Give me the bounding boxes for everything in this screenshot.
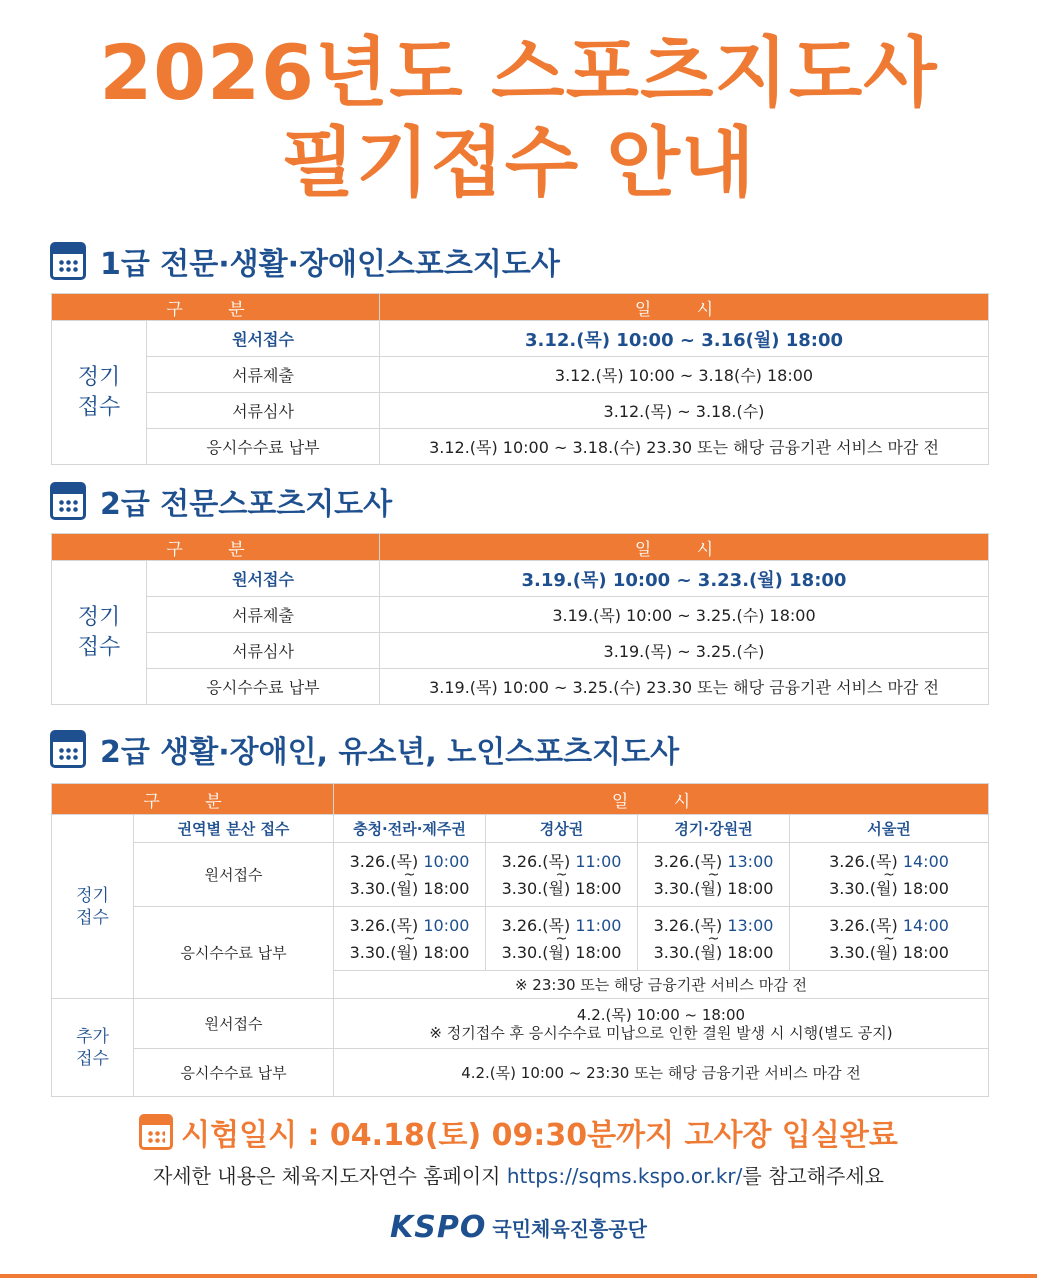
region-period: 3.26.(목) 13:00 ~ 3.30.(월) 18:00 [638, 907, 790, 971]
extra-period: 4.2.(목) 10:00 ~ 18:00 ※ 정기접수 후 응시수수료 미납으로 인한 결원 발생 시 시행(별도 공지) [334, 999, 989, 1049]
col-date-header: 일 시 [334, 784, 989, 815]
region-period: 3.26.(목) 11:00 ~ 3.30.(월) 18:00 [486, 907, 638, 971]
region-name: 경기·강원권 [638, 815, 790, 843]
calendar-icon [50, 482, 86, 520]
section-2-header [50, 479, 392, 523]
row-value: 3.12.(목) 10:00 ~ 3.18.(수) 23.30 또는 해당 금융기관 서비스 마감 전 [380, 429, 989, 465]
exam-date: 시험일시 : 04.18(토) 09:30분까지 고사장 입실완료 [181, 1118, 898, 1153]
title-line-2: 필기접수 안내 [281, 118, 756, 207]
row-value: 3.12.(목) 10:00 ~ 3.16(월) 18:00 [380, 321, 989, 357]
row-label: 원서접수 [147, 321, 380, 357]
logo-org-name: 국민체육진흥공단 [492, 1217, 647, 1241]
row-label: 서류제출 [147, 597, 380, 633]
row-value: 3.19.(목) ~ 3.25.(수) [380, 633, 989, 669]
section-1-header [50, 239, 560, 283]
title-line-1: 2026년도 스포츠지도사 [99, 28, 938, 117]
row-label: 응시수수료 납부 [147, 429, 380, 465]
group-label-extra: 추가 접수 [52, 999, 134, 1097]
group-label: 정기 접수 [52, 561, 147, 705]
row-value: 3.19.(목) 10:00 ~ 3.25.(수) 23.30 또는 해당 금융기관 서비스 마감 전 [380, 669, 989, 705]
row-label: 응시수수료 납부 [134, 1049, 334, 1097]
row-label: 서류제출 [147, 357, 380, 393]
row-label: 원서접수 [134, 843, 334, 907]
region-header: 권역별 분산 접수 [134, 815, 334, 843]
region-period: 3.26.(목) 10:00 ~ 3.30.(월) 18:00 [334, 843, 486, 907]
logo-brand: KSPO [390, 1210, 487, 1245]
footer-note: 자세한 내용은 체육지도자연수 홈페이지 https://sqms.kspo.or.kr/를 참고해주세요 [152, 1164, 884, 1188]
section-3-header [50, 727, 679, 771]
extra-period: 4.2.(목) 10:00 ~ 23:30 또는 해당 금융기관 서비스 마감 전 [334, 1049, 989, 1097]
calendar-icon [139, 1114, 173, 1150]
region-period: 3.26.(목) 11:00 ~ 3.30.(월) 18:00 [486, 843, 638, 907]
bottom-bar [0, 1274, 1037, 1278]
row-label: 원서접수 [134, 999, 334, 1049]
row-label: 응시수수료 납부 [134, 907, 334, 999]
section-3-title: 2급 생활·장애인, 유소년, 노인스포츠지도사 [100, 735, 680, 770]
region-period: 3.26.(목) 14:00 ~ 3.30.(월) 18:00 [790, 907, 989, 971]
calendar-icon [50, 730, 86, 768]
section-1-table [51, 293, 989, 465]
exam-info [0, 1110, 1037, 1154]
fee-note: ※ 23:30 또는 해당 금융기관 서비스 마감 전 [334, 971, 989, 999]
region-name: 서울권 [790, 815, 989, 843]
region-name: 경상권 [486, 815, 638, 843]
section-3-table [51, 783, 989, 1097]
row-value: 3.12.(목) 10:00 ~ 3.18(수) 18:00 [380, 357, 989, 393]
section-2-table [51, 533, 989, 705]
group-label-regular: 정기 접수 [52, 815, 134, 999]
region-name: 충청·전라·제주권 [334, 815, 486, 843]
row-label: 서류심사 [147, 393, 380, 429]
row-label: 원서접수 [147, 561, 380, 597]
row-value: 3.19.(목) 10:00 ~ 3.23.(월) 18:00 [380, 561, 989, 597]
col-division-header: 구 분 [52, 534, 380, 561]
col-division-header: 구 분 [52, 784, 334, 815]
col-date-header: 일 시 [380, 534, 989, 561]
col-date-header: 일 시 [380, 294, 989, 321]
row-value: 3.19.(목) 10:00 ~ 3.25.(수) 18:00 [380, 597, 989, 633]
homepage-link[interactable]: https://sqms.kspo.or.kr/ [506, 1164, 743, 1188]
section-2-title: 2급 전문스포츠지도사 [100, 487, 393, 522]
row-label: 응시수수료 납부 [147, 669, 380, 705]
region-period: 3.26.(목) 10:00 ~ 3.30.(월) 18:00 [334, 907, 486, 971]
region-period: 3.26.(목) 13:00 ~ 3.30.(월) 18:00 [638, 843, 790, 907]
section-1-title: 1급 전문·생활·장애인스포츠지도사 [100, 247, 560, 282]
group-label: 정기 접수 [52, 321, 147, 465]
calendar-icon [50, 242, 86, 280]
kspo-logo [0, 1210, 1037, 1245]
row-value: 3.12.(목) ~ 3.18.(수) [380, 393, 989, 429]
region-period: 3.26.(목) 14:00 ~ 3.30.(월) 18:00 [790, 843, 989, 907]
col-division-header: 구 분 [52, 294, 380, 321]
row-label: 서류심사 [147, 633, 380, 669]
